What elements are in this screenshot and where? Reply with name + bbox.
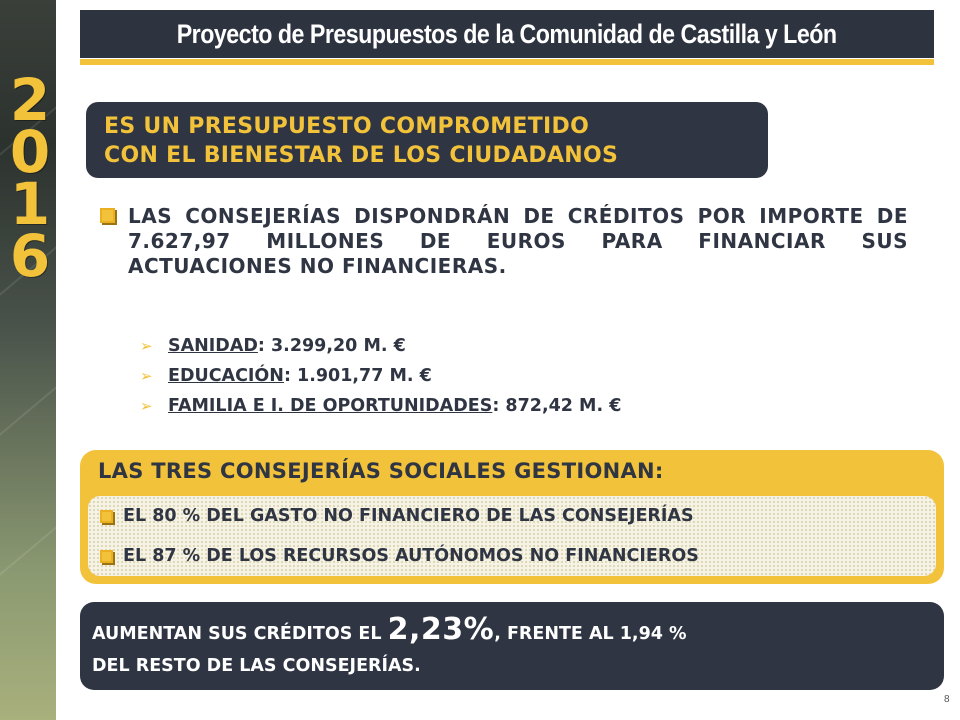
department-amount: : 1.901,77 M. € [283, 366, 432, 386]
checkbox-square-icon [100, 510, 113, 523]
social-item [100, 546, 699, 566]
header-bar [80, 10, 934, 58]
summary-text-end: , FRENTE AL 1,94 % [494, 624, 687, 644]
slide-title: Proyecto de Presupuestos de la Comunidad de Castilla y León [177, 18, 837, 49]
heading-line-2: CON EL BIENESTAR DE LOS CIUDADANOS [104, 143, 619, 168]
year-digit: 2 [9, 66, 51, 134]
year-digit: 6 [9, 222, 51, 290]
year-logo [8, 66, 52, 290]
social-items-box [88, 496, 936, 576]
side-decoration-strip [0, 0, 56, 720]
heading-box [86, 102, 768, 178]
list-item-educacion [140, 366, 860, 396]
social-item [100, 506, 694, 526]
main-bullet [100, 204, 908, 279]
department-amount: : 3.299,20 M. € [257, 336, 406, 356]
list-item-familia [140, 396, 860, 426]
page-number: 8 [944, 694, 950, 705]
department-list [140, 336, 860, 426]
arrow-bullet-icon: ➢ [140, 367, 153, 385]
arrow-bullet-icon: ➢ [140, 337, 153, 355]
checkbox-square-icon [100, 550, 113, 563]
department-label: SANIDAD [168, 336, 258, 356]
social-item-text: EL 80 % DEL GASTO NO FINANCIERO DE LAS CONSEJERÍAS [123, 506, 694, 526]
summary-box [80, 602, 944, 690]
department-amount: : 872,42 M. € [492, 396, 622, 416]
summary-line-2: DEL RESTO DE LAS CONSEJERÍAS. [92, 656, 421, 676]
department-label: EDUCACIÓN [168, 366, 284, 386]
decorative-streak [0, 355, 56, 447]
year-digit: 0 [9, 118, 51, 186]
decorative-streak [0, 495, 56, 587]
main-bullet-text: LAS CONSEJERÍAS DISPONDRÁN DE CRÉDITOS POR IMPORTE DE 7.627,97 MILLONES DE EUROS PARA FINANCIAR SUS ACTUACIONES NO FINANCIERAS. [128, 204, 908, 278]
summary-line-1 [92, 614, 928, 650]
social-departments-box [80, 450, 944, 584]
social-item-text: EL 87 % DE LOS RECURSOS AUTÓNOMOS NO FINANCIEROS [123, 546, 699, 566]
list-item-sanidad [140, 336, 860, 366]
department-label: FAMILIA E I. DE OPORTUNIDADES [168, 396, 493, 416]
heading-line-1: ES UN PRESUPUESTO COMPROMETIDO [104, 114, 590, 139]
arrow-bullet-icon: ➢ [140, 397, 153, 415]
year-digit: 1 [9, 170, 51, 238]
summary-highlight: 2,23% [387, 612, 495, 647]
checkbox-square-icon [100, 208, 115, 223]
social-title: LAS TRES CONSEJERÍAS SOCIALES GESTIONAN: [98, 459, 664, 483]
summary-text-start: AUMENTAN SUS CRÉDITOS EL [92, 624, 388, 644]
header-accent-rule [80, 59, 934, 65]
